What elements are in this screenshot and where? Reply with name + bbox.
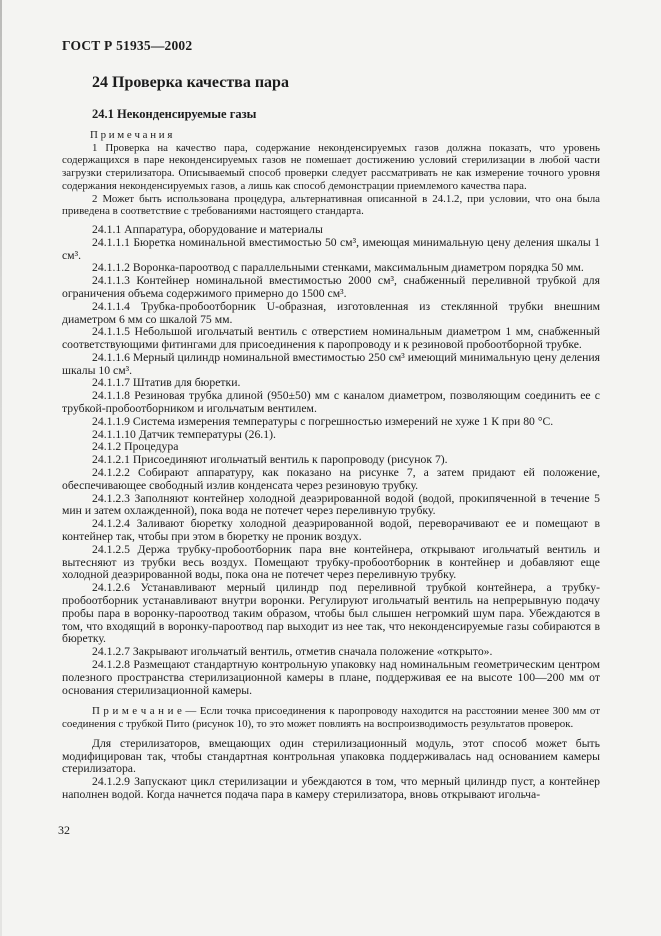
standard-code-header: ГОСТ Р 51935—2002	[62, 38, 193, 53]
body-paragraph: 24.1.2.6 Устанавливают мерный цилиндр под переливной трубкой контейнера, а трубку-пробоотборник устанавливают внутри воронки. Регулируют игольчатый вентиль на непрерывную подачу пробы пара в воронку-пароотвод таким образом, чтобы был слышен негромкий шум пара. Убеждаются в том, что входящий в воронку-пароотвод пар выходит из нее так, что неконденсируемые газы собираются в бюретку.	[62, 581, 600, 646]
note-item: 2 Может быть использована процедура, альтернативная описанной в 24.1.2, при условии, что она была приведена в соответствие с требованиями настоящего стандарта.	[62, 192, 600, 218]
body-paragraph: 24.1.1.8 Резиновая трубка длиной (950±50) мм с каналом диаметром, позволяющим соединить ее с трубкой-пробоотборником и игольчатым вентилем.	[62, 389, 600, 416]
body-paragraph: Для стерилизаторов, вмещающих один стерилизационный модуль, этот способ может быть модифицирован так, чтобы стандартная контрольная упаковка поддерживалась над основанием камеры стерилизатора.	[62, 736, 600, 776]
note-item: 1 Проверка на качество пара, содержание неконденсируемых газов должна показать, что уровень содержащихся в паре неконденсируемых газов не помешает достижению условий стерилизации в любой части загрузки стерилизатора. Описываемый способ проверки следует рассматривать не как измерение точного уровня содержания неконденсируемых газов, а лишь как способ демонстрации приемлемого качества пара.	[62, 141, 600, 192]
page-number: 32	[58, 823, 70, 837]
notes-block	[62, 129, 600, 218]
section-heading: 24 Проверка качества пара	[92, 74, 289, 91]
closing-paragraphs	[62, 738, 600, 802]
body-paragraph: 24.1.1.1 Бюретка номинальной вместимостью 50 см³, имеющая минимальную цену деления шкалы 1 см³.	[62, 235, 600, 262]
body-paragraph: 24.1.1.9 Система измерения температуры с погрешностью измерений не хуже 1 К при 80 °С.	[92, 414, 554, 428]
body-paragraph: 24.1.2.5 Держа трубку-пробоотборник пара вне контейнера, открывают игольчатый вентиль и вытесняют из трубки весь воздух. Помещают трубку-пробоотборник в контейнер и добавляют еще холодной деаэрированной воды, пока она не потечет через переливную трубку.	[62, 542, 600, 582]
body-paragraph: 24.1.2 Процедура	[92, 440, 179, 454]
body-paragraph: 24.1.1 Аппаратура, оборудование и материалы	[92, 222, 323, 236]
page-content	[62, 38, 600, 802]
body-paragraph: 24.1.1.5 Небольшой игольчатый вентиль с отверстием номинальным диаметром 1 мм, снабженный соответствующими фитингами для присоединения к паропроводу и к резиновой пробоотборной трубке.	[62, 325, 600, 352]
body-paragraph: 24.1.2.2 Собирают аппаратуру, как показано на рисунке 7, а затем придают ей положение, обеспечивающее свободный излив конденсата через резиновую трубку.	[62, 466, 600, 492]
subsection-heading: 24.1 Неконденсируемые газы	[92, 107, 257, 121]
body-paragraph: 24.1.2.1 Присоединяют игольчатый вентиль к паропроводу (рисунок 7).	[92, 453, 448, 467]
inline-note: П р и м е ч а н и е — Если точка присоединения к паропроводу находится на расстоянии менее 300 мм от соединения с трубкой Пито (рисунок 10), то это может повлиять на воспроизводимость результатов проверок.	[62, 705, 600, 731]
body-paragraph: 24.1.2.8 Размещают стандартную контрольную упаковку над номинальным геометрическим центром полезного пространства стерилизационной камеры в плане, поддерживая ее на высоте 100—200 мм от основания стерилизационной камеры.	[62, 658, 600, 697]
body-paragraph: 24.1.2.3 Заполняют контейнер холодной деаэрированной водой (водой, прокипяченной в течение 5 мин и затем охлажденной), пока вода не потечет через переливную трубку.	[62, 491, 600, 518]
body-paragraph: 24.1.2.7 Закрывают игольчатый вентиль, отметив сначала положение «открыто».	[92, 645, 493, 659]
body-paragraph: 24.1.2.9 Запускают цикл стерилизации и убеждаются в том, что мерный цилиндр пуст, а контейнер наполнен водой. Когда начнется подача пара в камеру стерилизатора, вновь открывают игольча-	[62, 775, 600, 801]
body-paragraph: 24.1.1.3 Контейнер номинальной вместимостью 2000 см³, снабженный переливной трубкой для ограничения объема содержимого примерно до 1500 см³.	[62, 274, 600, 300]
body-paragraph: 24.1.1.4 Трубка-пробоотборник U-образная, изготовленная из стеклянной трубки внешним диаметром 6 мм со шкалой 75 мм.	[62, 299, 600, 326]
body-paragraph: 24.1.1.2 Воронка-пароотвод с параллельными стенками, максимальным диаметром порядка 50 мм.	[92, 261, 584, 275]
body-paragraphs	[62, 224, 600, 697]
body-paragraph: 24.1.2.4 Заливают бюретку холодной деаэрированной водой, переворачивают ее и помещают в контейнер так, чтобы при этом в бюретку не проник воздух.	[62, 517, 600, 544]
body-paragraph: 24.1.1.6 Мерный цилиндр номинальной вместимостью 250 см³ имеющий минимальную цену деления шкалы 10 см³.	[62, 350, 600, 377]
body-paragraph: 24.1.1.7 Штатив для бюретки.	[92, 376, 241, 390]
notes-label: П р и м е ч а н и я	[90, 129, 173, 141]
body-paragraph: 24.1.1.10 Датчик температуры (26.1).	[92, 427, 276, 441]
